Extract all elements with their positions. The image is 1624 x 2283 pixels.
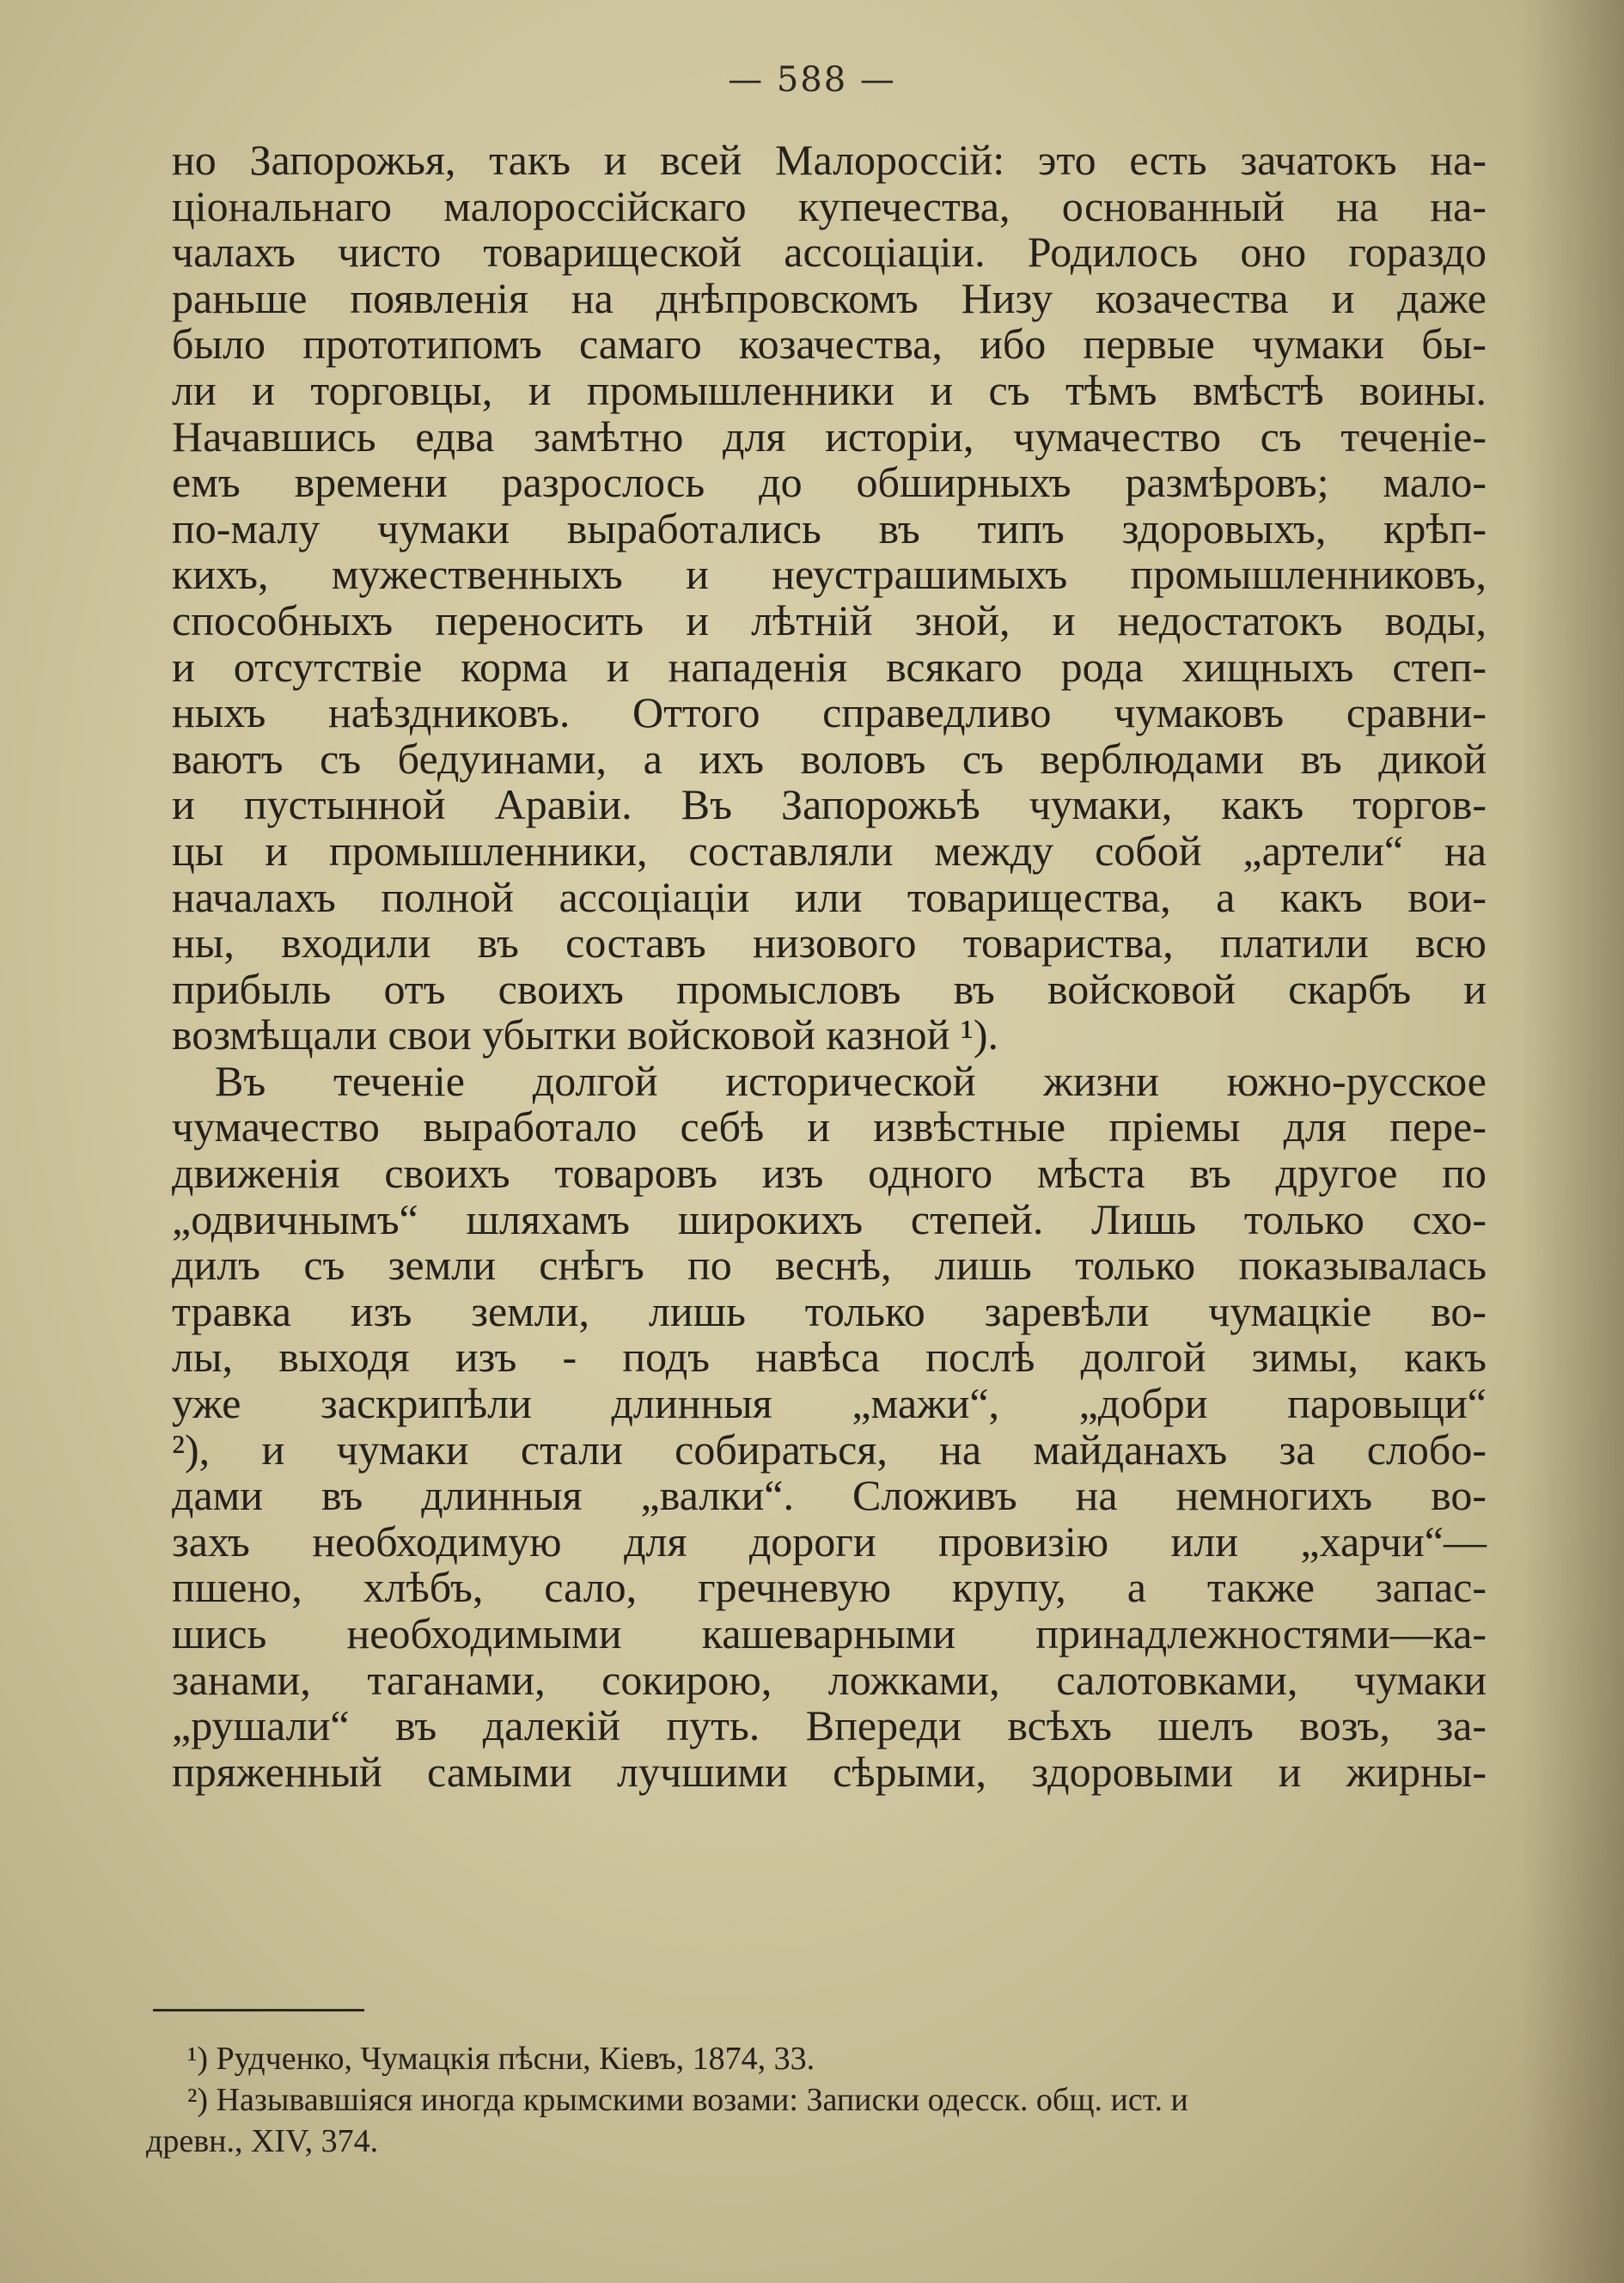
text-line: чумачество выработало себѣ и извѣстные пріемы для пере- xyxy=(172,1102,1487,1151)
text-line: „рушали“ въ далекій путь. Впереди всѣхъ шелъ возъ, за- xyxy=(172,1701,1487,1750)
text-line: и отсутствіе корма и нападенія всякаго рода хищныхъ степ- xyxy=(172,642,1487,691)
text-line: ныхъ наѣздниковъ. Оттого справедливо чумаковъ сравни- xyxy=(172,688,1487,737)
text-line: прибыль отъ своихъ промысловъ въ войсковой скарбъ и xyxy=(172,964,1487,1013)
footnote-1: ¹) Рудченко, Чумацкія пѣсни, Кіевъ, 1874, 33. xyxy=(187,2041,815,2077)
text-line: ціональнаго малороссійскаго купечества, основанный на на- xyxy=(172,181,1487,230)
paragraph-end-line: возмѣщали свои убытки войсковой казной ¹). xyxy=(172,1010,999,1059)
text-line: емъ времени разрослось до обширныхъ размѣровъ; мало- xyxy=(172,458,1487,507)
text-line: чалахъ чисто товарищеской ассоціаціи. Родилось оно гораздо xyxy=(172,228,1487,277)
text-line: пшено, хлѣбъ, сало, гречневую крупу, а также запас- xyxy=(172,1563,1487,1612)
text-line: захъ необходимую для дороги провизію или „харчи“— xyxy=(172,1517,1487,1566)
text-line: и пустынной Аравіи. Въ Запорожьѣ чумаки, какъ торгов- xyxy=(172,780,1487,829)
text-line: уже заскрипѣли длинныя „мажи“, „добри паровыци“ xyxy=(172,1379,1487,1428)
footnote-separator xyxy=(153,2009,364,2011)
main-text xyxy=(172,137,1487,1795)
text-line: пряженный самыми лучшими сѣрыми, здоровыми и жирны- xyxy=(172,1747,1487,1796)
footnotes xyxy=(146,2038,1469,2162)
text-line: ны, входили въ составъ низового товариства, платили всю xyxy=(172,919,1487,968)
text-line: ²), и чумаки стали собираться, на майданахъ за слобо- xyxy=(172,1425,1487,1474)
text-line: раньше появленія на днѣпровскомъ Низу козачества и даже xyxy=(172,273,1487,322)
footnote-2-continuation: древн., XIV, 374. xyxy=(146,2123,379,2159)
paragraph-start-line: Въ теченіе долгой исторической жизни южно-русское xyxy=(215,1056,1487,1105)
text-line: способныхъ переносить и лѣтній зной, и недостатокъ воды, xyxy=(172,595,1487,644)
text-line: лы, выходя изъ - подъ навѣса послѣ долгой зимы, какъ xyxy=(172,1333,1487,1382)
text-line: было прототипомъ самаго козачества, ибо первые чумаки бы- xyxy=(172,320,1487,369)
text-line: началахъ полной ассоціаціи или товарищества, а какъ вои- xyxy=(172,872,1487,921)
text-line: цы и промышленники, составляли между собой „артели“ на xyxy=(172,826,1487,875)
text-line: дилъ съ земли снѣгъ по веснѣ, лишь только показывалась xyxy=(172,1241,1487,1290)
text-line: занами, таганами, сокирою, ложками, салотовками, чумаки xyxy=(172,1655,1487,1704)
text-line: ваютъ съ бедуинами, а ихъ воловъ съ верблюдами въ дикой xyxy=(172,734,1487,783)
text-line: травка изъ земли, лишь только заревѣли чумацкіе во- xyxy=(172,1286,1487,1335)
page-edge-shadow xyxy=(1521,0,1624,2283)
text-line: движенія своихъ товаровъ изъ одного мѣста въ другое по xyxy=(172,1149,1487,1198)
text-line: но Запорожья, такъ и всей Малороссій: это есть зачатокъ на- xyxy=(172,136,1487,184)
text-line: „одвичнымъ“ шляхамъ широкихъ степей. Лишь только схо- xyxy=(172,1194,1487,1243)
text-line: дами въ длинныя „валки“. Сложивъ на немногихъ во- xyxy=(172,1471,1487,1520)
text-line: Начавшись едва замѣтно для исторіи, чумачество съ теченіе- xyxy=(172,412,1487,461)
text-line: по-малу чумаки выработались въ типъ здоровыхъ, крѣп- xyxy=(172,504,1487,552)
footnote-2: ²) Называвшіяся иногда крымскими возами: Записки одесск. общ. ист. и xyxy=(187,2082,1188,2118)
text-line: шись необходимыми кашеварными принадлежностями—ка- xyxy=(172,1609,1487,1657)
text-line: кихъ, мужественныхъ и неустрашимыхъ промышленниковъ, xyxy=(172,550,1487,599)
text-line: ли и торговцы, и промышленники и съ тѣмъ вмѣстѣ воины. xyxy=(172,365,1487,414)
page-number: — 588 — xyxy=(728,60,896,100)
